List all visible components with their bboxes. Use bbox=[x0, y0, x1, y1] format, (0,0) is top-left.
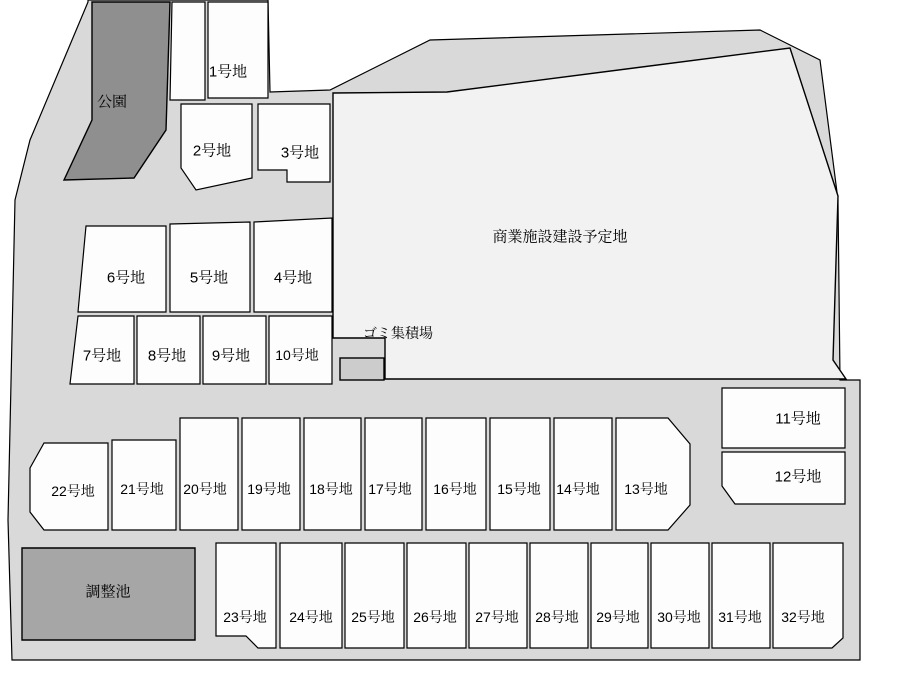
lot-5-shape bbox=[170, 222, 250, 312]
lot-label-13: 13号地 bbox=[624, 481, 668, 497]
area-label-pond: 調整池 bbox=[85, 583, 131, 601]
lot-label-11: 11号地 bbox=[775, 410, 821, 428]
retention-pond-area bbox=[22, 548, 195, 640]
lot-label-25: 25号地 bbox=[351, 609, 395, 625]
lot-12-shape bbox=[722, 452, 845, 504]
lot-2-shape bbox=[181, 104, 252, 190]
area-label-park: 公園 bbox=[96, 93, 128, 111]
lot-label-30: 30号地 bbox=[657, 609, 701, 625]
lot-label-9: 9号地 bbox=[211, 347, 251, 365]
lot-label-8: 8号地 bbox=[147, 347, 187, 365]
lot-22-shape bbox=[30, 443, 108, 530]
lot-29-shape bbox=[591, 543, 648, 648]
lot-label-4: 4号地 bbox=[273, 269, 313, 287]
lot-label-7: 7号地 bbox=[82, 347, 122, 365]
lot-3-shape bbox=[258, 104, 330, 182]
lot-8-shape bbox=[137, 316, 200, 384]
lot-27-shape bbox=[469, 543, 527, 648]
lot-1-shape bbox=[208, 2, 268, 98]
lot-7-shape bbox=[70, 316, 134, 384]
lot-shapes-row-456 bbox=[78, 218, 332, 312]
lot-18-shape bbox=[304, 418, 361, 530]
lot-label-26: 26号地 bbox=[413, 609, 457, 625]
lot-label-5: 5号地 bbox=[189, 269, 229, 287]
lot-16-shape bbox=[426, 418, 486, 530]
lot-label-14: 14号地 bbox=[556, 481, 600, 497]
lot-13-shape bbox=[616, 418, 690, 530]
area-label-commercial: 商業施設建設予定地 bbox=[492, 228, 628, 246]
lot-label-17: 17号地 bbox=[368, 481, 412, 497]
lot-label-10: 10号地 bbox=[275, 347, 319, 363]
lot-label-22: 22号地 bbox=[51, 483, 95, 499]
lot-label-3: 3号地 bbox=[280, 144, 320, 162]
lot-6-shape bbox=[78, 226, 166, 312]
lot-11-shape bbox=[722, 388, 845, 448]
lot-24-shape bbox=[280, 543, 342, 648]
lot-4-shape bbox=[254, 218, 332, 312]
lot-label-31: 31号地 bbox=[718, 609, 762, 625]
lot-label-27: 27号地 bbox=[475, 609, 519, 625]
lot-label-15: 15号地 bbox=[497, 481, 541, 497]
garbage-collection-point bbox=[340, 358, 384, 380]
lot-label-28: 28号地 bbox=[535, 609, 579, 625]
lot-label-20: 20号地 bbox=[183, 481, 227, 497]
lot-15-shape bbox=[490, 418, 550, 530]
lot-28-shape bbox=[530, 543, 588, 648]
lot-label-24: 24号地 bbox=[289, 609, 333, 625]
lot-shapes-row-23-32 bbox=[216, 543, 843, 648]
lot-10-shape bbox=[269, 316, 332, 384]
lot-17-shape bbox=[365, 418, 422, 530]
lot-31-shape bbox=[712, 543, 770, 648]
lot-label-29: 29号地 bbox=[596, 609, 640, 625]
lot-26-shape bbox=[407, 543, 466, 648]
lot-25-shape bbox=[345, 543, 404, 648]
lot-19-shape bbox=[242, 418, 300, 530]
lot-20-shape bbox=[180, 418, 238, 530]
lot-label-2: 2号地 bbox=[192, 142, 232, 160]
area-label-garbage: ゴミ集積場 bbox=[363, 325, 433, 341]
lot-label-18: 18号地 bbox=[309, 481, 353, 497]
lot-14-shape bbox=[554, 418, 612, 530]
lot-label-32: 32号地 bbox=[781, 609, 825, 625]
lot-label-16: 16号地 bbox=[433, 481, 477, 497]
lot-label-21: 21号地 bbox=[120, 481, 164, 497]
lot-9-shape bbox=[203, 316, 266, 384]
lot-32-shape bbox=[773, 543, 843, 648]
lot-label-23: 23号地 bbox=[223, 609, 267, 625]
lot-label-12: 12号地 bbox=[774, 468, 822, 486]
lot-label-1: 1号地 bbox=[208, 63, 248, 81]
lot-label-19: 19号地 bbox=[247, 481, 291, 497]
commercial-area bbox=[333, 48, 846, 379]
lot-label-6: 6号地 bbox=[106, 269, 146, 287]
lot-21-shape bbox=[112, 440, 176, 530]
lot-30-shape bbox=[651, 543, 709, 648]
lot-shapes-right bbox=[722, 388, 845, 504]
lot-23-shape bbox=[216, 543, 276, 648]
